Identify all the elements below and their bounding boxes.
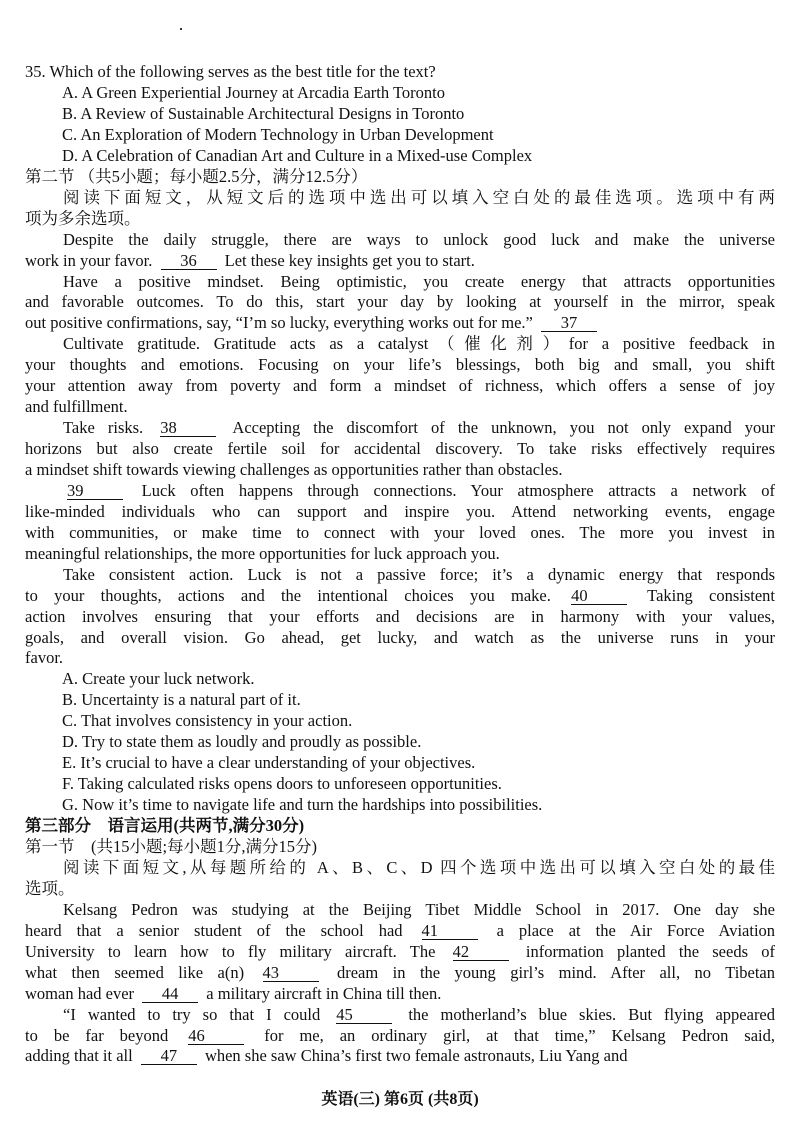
paragraph-line [25, 334, 775, 355]
text-segment: Kelsang Pedron was studying at the Beijing Tibet Middle School in 2017. One day she [63, 899, 775, 919]
text-segment: Cultivate gratitude. Gratitude acts as a catalyst（催化剂）for a positive feedback in [63, 334, 775, 354]
text-segment: like-minded individuals who can support and inspire you. Attend networking events, engage [25, 501, 775, 521]
paragraph-line [25, 544, 775, 565]
text-segment: to your thoughts, actions and the intentional choices you make. [25, 585, 551, 605]
text-segment: and fulfillment. [25, 397, 128, 417]
paragraph-line [25, 292, 775, 313]
paragraph-line [25, 418, 775, 439]
text-segment: and favorable outcomes. To do this, start your day by looking at yourself in the mirror, speak [25, 292, 775, 312]
section-2-option: C. That involves consistency in your action. [62, 711, 353, 731]
paragraph-line [25, 502, 775, 523]
section-2-option: E. It’s crucial to have a clear understanding of your objectives. [62, 753, 476, 773]
paragraph-line [25, 523, 775, 544]
answer-blank-43: 43 [263, 964, 319, 982]
exam-page [25, 62, 775, 1067]
paragraph-line [25, 272, 775, 293]
paragraph-line [25, 565, 775, 586]
text-segment: with communities, or make time to connect with your loved ones. The more you invest in [25, 522, 775, 542]
section-2-instructions: 阅读下面短文，从短文后的选项中选出可以填入空白处的最佳选项。选项中有两 [63, 187, 775, 207]
answer-blank-36: 36 [161, 252, 217, 270]
text-segment: Take risks. [63, 418, 144, 438]
text-segment: what then seemed like a(n) [25, 962, 245, 982]
answer-blank-38: 38 [160, 419, 216, 437]
answer-blank-42: 42 [453, 943, 509, 961]
scan-speck [180, 28, 182, 30]
question-35-option: A. A Green Experiential Journey at Arcadia Earth Toronto [62, 82, 445, 102]
paragraph-line [25, 251, 775, 272]
text-segment: Taking consistent [647, 585, 775, 605]
question-35-option: D. A Celebration of Canadian Art and Culture in a Mixed-use Complex [62, 145, 533, 165]
text-segment: favor. [25, 648, 64, 668]
text-segment: work in your favor. [25, 250, 153, 270]
paragraph-line [25, 230, 775, 251]
text-segment: for me, an ordinary girl, at that time,” Kelsang Pedron said, [264, 1025, 775, 1045]
paragraph-line [25, 376, 775, 397]
paragraph-line [25, 648, 775, 669]
text-segment: adding that it all [25, 1046, 133, 1066]
section-2-option: F. Taking calculated risks opens doors to unforeseen opportunities. [62, 774, 502, 794]
text-segment: Have a positive mindset. Being optimistic, you create energy that attracts opportunities [63, 271, 775, 291]
section-2-instructions: 项为多余选项。 [25, 208, 141, 228]
paragraph-line [25, 900, 775, 921]
text-segment: “I wanted to try so that I could [63, 1004, 321, 1024]
paragraph-line [25, 481, 775, 502]
text-segment: a place at the Air Force Aviation [496, 920, 775, 940]
part-3-instructions: 阅读下面短文,从每题所给的 A、B、C、D 四个选项中选出可以填入空白处的最佳 [63, 857, 775, 877]
question-35-stem: 35. Which of the following serves as the best title for the text? [25, 62, 436, 81]
text-segment: Take consistent action. Luck is not a passive force; it’s a dynamic energy that responds [63, 564, 775, 584]
answer-blank-40: 40 [571, 587, 627, 605]
section-2-heading: 第二节 （共5小题；每小题2.5分，满分12.5分） [25, 166, 368, 186]
section-2-option: A. Create your luck network. [62, 669, 255, 689]
paragraph-line [25, 942, 775, 963]
answer-blank-45: 45 [336, 1006, 392, 1024]
paragraph-line [25, 397, 775, 418]
text-segment: goals, and overall vision. Go ahead, get lucky, and watch as the universe runs in your [25, 627, 775, 647]
answer-blank-41: 41 [422, 922, 478, 940]
section-2-option: D. Try to state them as loudly and proudly as possible. [62, 732, 422, 752]
section-2-option: B. Uncertainty is a natural part of it. [62, 690, 301, 710]
paragraph-line [25, 607, 775, 628]
text-segment: your attention away from poverty and form a mindset of richness, which offers a sense of joy [25, 376, 775, 396]
text-segment: your thoughts and emotions. Focusing on your life’s blessings, both big and small, you shift [25, 355, 775, 375]
answer-blank-44: 44 [142, 985, 198, 1003]
text-segment: a military aircraft in China till then. [206, 983, 442, 1003]
text-segment: information planted the seeds of [525, 941, 775, 961]
text-segment: Despite the daily struggle, there are ways to unlock good luck and make the universe [63, 229, 775, 249]
text-segment: when she saw China’s first two female astronauts, Liu Yang and [204, 1046, 628, 1066]
question-35-option: B. A Review of Sustainable Architectural Designs in Toronto [62, 103, 465, 123]
text-segment: meaningful relationships, the more opportunities for luck approach you. [25, 543, 500, 563]
text-segment: University to learn how to fly military aircraft. The [25, 941, 436, 961]
text-segment: woman had ever [25, 983, 135, 1003]
section-2-option: G. Now it’s time to navigate life and turn the hardships into possibilities. [62, 795, 543, 815]
paragraph-line [25, 355, 775, 376]
text-segment: Let these key insights get you to start. [224, 250, 475, 270]
part-3-heading: 第三部分 语言运用(共两节,满分30分) [25, 816, 305, 836]
paragraph-line [25, 921, 775, 942]
text-segment: dream in the young girl’s mind. After all, no Tibetan [336, 962, 775, 982]
paragraph-line [25, 1026, 775, 1047]
paragraph-line [25, 628, 775, 649]
text-segment: the motherland’s blue skies. But flying appeared [408, 1004, 775, 1024]
paragraph-line [25, 1046, 775, 1067]
question-35-option: C. An Exploration of Modern Technology in Urban Development [62, 124, 494, 144]
paragraph-line [25, 439, 775, 460]
paragraph-line [25, 984, 775, 1005]
paragraph-line [25, 963, 775, 984]
answer-blank-46: 46 [188, 1027, 244, 1045]
paragraph-line [25, 586, 775, 607]
part-3-section-heading: 第一节 (共15小题;每小题1分,满分15分) [25, 837, 317, 857]
answer-blank-37: 37 [541, 314, 597, 332]
page-footer: 英语(三) 第6页 (共8页) [321, 1091, 479, 1108]
text-segment: horizons but also create fertile soil for accidental discovery. To take risks effectively requires [25, 439, 775, 459]
text-segment: Accepting the discomfort of the unknown, you not only expand your [232, 418, 775, 438]
text-segment: out positive confirmations, say, “I’m so lucky, everything works out for me.” [25, 313, 533, 333]
paragraph-line [25, 1005, 775, 1026]
text-segment: Luck often happens through connections. Your atmosphere attracts a network of [141, 480, 775, 500]
paragraph-line [25, 460, 775, 481]
text-segment: to be far beyond [25, 1025, 169, 1045]
answer-blank-47: 47 [141, 1047, 197, 1065]
answer-blank-39: 39 [67, 482, 123, 500]
part-3-instructions: 选项。 [25, 878, 75, 898]
text-segment: action involves ensuring that your efforts and decisions are in harmony with your values, [25, 606, 775, 626]
text-segment: a mindset shift towards viewing challenges as opportunities rather than obstacles. [25, 459, 563, 479]
text-segment: heard that a senior student of the school had [25, 920, 403, 940]
paragraph-line [25, 313, 775, 334]
